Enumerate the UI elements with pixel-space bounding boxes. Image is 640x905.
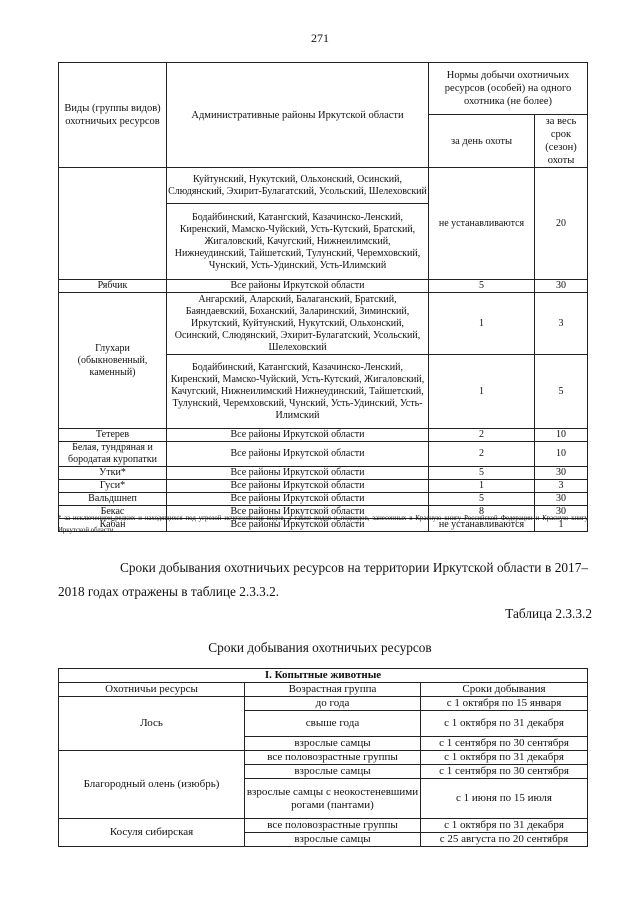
table2-title: Сроки добывания охотничьих ресурсов bbox=[208, 640, 432, 655]
species-cell-empty bbox=[59, 168, 167, 280]
table-row-day: 1 bbox=[429, 480, 535, 493]
resource-elk: Лось bbox=[59, 697, 245, 751]
footnote: * за исключением редких и находящихся под угрозой исчезновения видов, а также видов и подвидов, занесенных в Красную книгу Российской Федерации и Красную книгу Иркутской области bbox=[58, 515, 588, 534]
table-row-species: Вальдшнеп bbox=[59, 493, 167, 506]
glukhar2-season: 5 bbox=[535, 355, 588, 429]
glukhar2-day: 1 bbox=[429, 355, 535, 429]
glukhar1-day: 1 bbox=[429, 293, 535, 355]
table-row-season: 1 bbox=[535, 519, 588, 532]
table-row-day: 5 bbox=[429, 467, 535, 480]
table-row-day: 2 bbox=[429, 429, 535, 442]
table-row-season: 3 bbox=[535, 480, 588, 493]
age-group-cell: все половозрастные группы bbox=[245, 819, 421, 833]
table2-label: Таблица 2.3.3.2 bbox=[505, 606, 592, 621]
header-districts: Административные районы Иркутской области bbox=[167, 63, 429, 168]
table-row-district: Все районы Иркутской области bbox=[167, 442, 429, 467]
table-row-district: Все районы Иркутской области bbox=[167, 480, 429, 493]
body-paragraph: Сроки добывания охотничьих ресурсов на территории Иркутской области в 2017–2018 годах отражены в таблице 2.3.3.2. bbox=[58, 560, 588, 599]
district-group-3: Ангарский, Аларский, Балаганский, Братский, Баяндаевский, Боханский, Заларинский, Зиминский, Иркутский, Куйтунский, Нукутский, Ольхонский, Осинский, Слюдянский, Эхирит-Булагатский, Усольский, Шелеховский bbox=[167, 293, 429, 355]
table-row-season: 30 bbox=[535, 506, 588, 519]
header-resource: Охотничьи ресурсы bbox=[59, 683, 245, 697]
table-row-district: Все районы Иркутской области bbox=[167, 467, 429, 480]
resource-roe: Косуля сибирская bbox=[59, 819, 245, 847]
age-group-cell: свыше года bbox=[245, 711, 421, 737]
table-row-day: 5 bbox=[429, 493, 535, 506]
section-header: I. Копытные животные bbox=[59, 669, 588, 683]
header-per-season: за весь срок (сезон) охоты bbox=[535, 115, 588, 168]
table-row-species: Гуси* bbox=[59, 480, 167, 493]
table-row-day: не устанавливаются bbox=[429, 519, 535, 532]
species-ryabchik: Рябчик bbox=[59, 280, 167, 293]
age-group-cell: все половозрастные группы bbox=[245, 751, 421, 765]
header-period: Сроки добывания bbox=[421, 683, 588, 697]
age-group-cell: взрослые самцы bbox=[245, 765, 421, 779]
table-row-district: Все районы Иркутской области bbox=[167, 506, 429, 519]
table-row-season: 30 bbox=[535, 467, 588, 480]
table-row-district: Все районы Иркутской области bbox=[167, 493, 429, 506]
district-all-ryabchik: Все районы Иркутской области bbox=[167, 280, 429, 293]
district-group-2: Бодайбинский, Катангский, Казачинско-Ленский, Киренский, Мамско-Чуйский, Усть-Кутский, Братский, Жигаловский, Качугский, Нижнеилимский, Нижнеудинский, Тайшетский, Тулунский, Черемховский, Чунский, Усть-Удинский, Усть-Илимский bbox=[167, 204, 429, 280]
age-group-cell: взрослые самцы с неокостеневшими рогами (пантами) bbox=[245, 779, 421, 819]
period-cell: с 1 октября по 31 декабря bbox=[421, 711, 588, 737]
district-group-4: Бодайбинский, Катангский, Казачинско-Ленский, Киренский, Мамско-Чуйский, Усть-Кутский, Жигаловский, Качугский, Нижнеилимский Нижнеудинский, Тайшетский, Тулунский, Черемховский, Чунский, Усть-Удинский, Усть-Илимский bbox=[167, 355, 429, 429]
header-per-day: за день охоты bbox=[429, 115, 535, 168]
table-row-species: Белая, тундряная и бородатая куропатки bbox=[59, 442, 167, 467]
ryabchik-day: 5 bbox=[429, 280, 535, 293]
period-cell: с 1 октября по 15 января bbox=[421, 697, 588, 711]
norm-day-not-set: не устанавливаются bbox=[429, 168, 535, 280]
ryabchik-season: 30 bbox=[535, 280, 588, 293]
table-row-district: Все районы Иркутской области bbox=[167, 519, 429, 532]
period-cell: с 1 сентября по 30 сентября bbox=[421, 765, 588, 779]
glukhar1-season: 3 bbox=[535, 293, 588, 355]
table-row-season: 10 bbox=[535, 429, 588, 442]
hunting-periods-table bbox=[58, 668, 588, 847]
age-group-cell: взрослые самцы bbox=[245, 737, 421, 751]
table-row-day: 2 bbox=[429, 442, 535, 467]
hunting-norms-table bbox=[58, 62, 588, 532]
table-row-season: 30 bbox=[535, 493, 588, 506]
table-row-season: 10 bbox=[535, 442, 588, 467]
page-number: 271 bbox=[311, 31, 329, 45]
period-cell: с 1 октября по 31 декабря bbox=[421, 819, 588, 833]
resource-deer: Благородный олень (изюбрь) bbox=[59, 751, 245, 819]
table-row-district: Все районы Иркутской области bbox=[167, 429, 429, 442]
period-cell: с 1 октября по 31 декабря bbox=[421, 751, 588, 765]
header-species: Виды (группы видов) охотничьих ресурсов bbox=[59, 63, 167, 168]
period-cell: с 25 августа по 20 сентября bbox=[421, 833, 588, 847]
table-row-species: Утки* bbox=[59, 467, 167, 480]
header-age-group: Возрастная группа bbox=[245, 683, 421, 697]
district-group-1: Куйтунский, Нукутский, Ольхонский, Осинский, Слюдянский, Эхирит-Булагатский, Усольский, Шелеховский bbox=[167, 168, 429, 204]
period-cell: с 1 сентября по 30 сентября bbox=[421, 737, 588, 751]
age-group-cell: до года bbox=[245, 697, 421, 711]
norm-season-20: 20 bbox=[535, 168, 588, 280]
period-cell: с 1 июня по 15 июля bbox=[421, 779, 588, 819]
header-norms: Нормы добычи охотничьих ресурсов (особей) на одного охотника (не более) bbox=[429, 63, 588, 115]
table-row-species: Тетерев bbox=[59, 429, 167, 442]
table-row-species: Кабан bbox=[59, 519, 167, 532]
species-glukhar: Глухари (обыкновенный, каменный) bbox=[59, 293, 167, 429]
age-group-cell: взрослые самцы bbox=[245, 833, 421, 847]
table-row-species: Бекас bbox=[59, 506, 167, 519]
table-row-day: 8 bbox=[429, 506, 535, 519]
